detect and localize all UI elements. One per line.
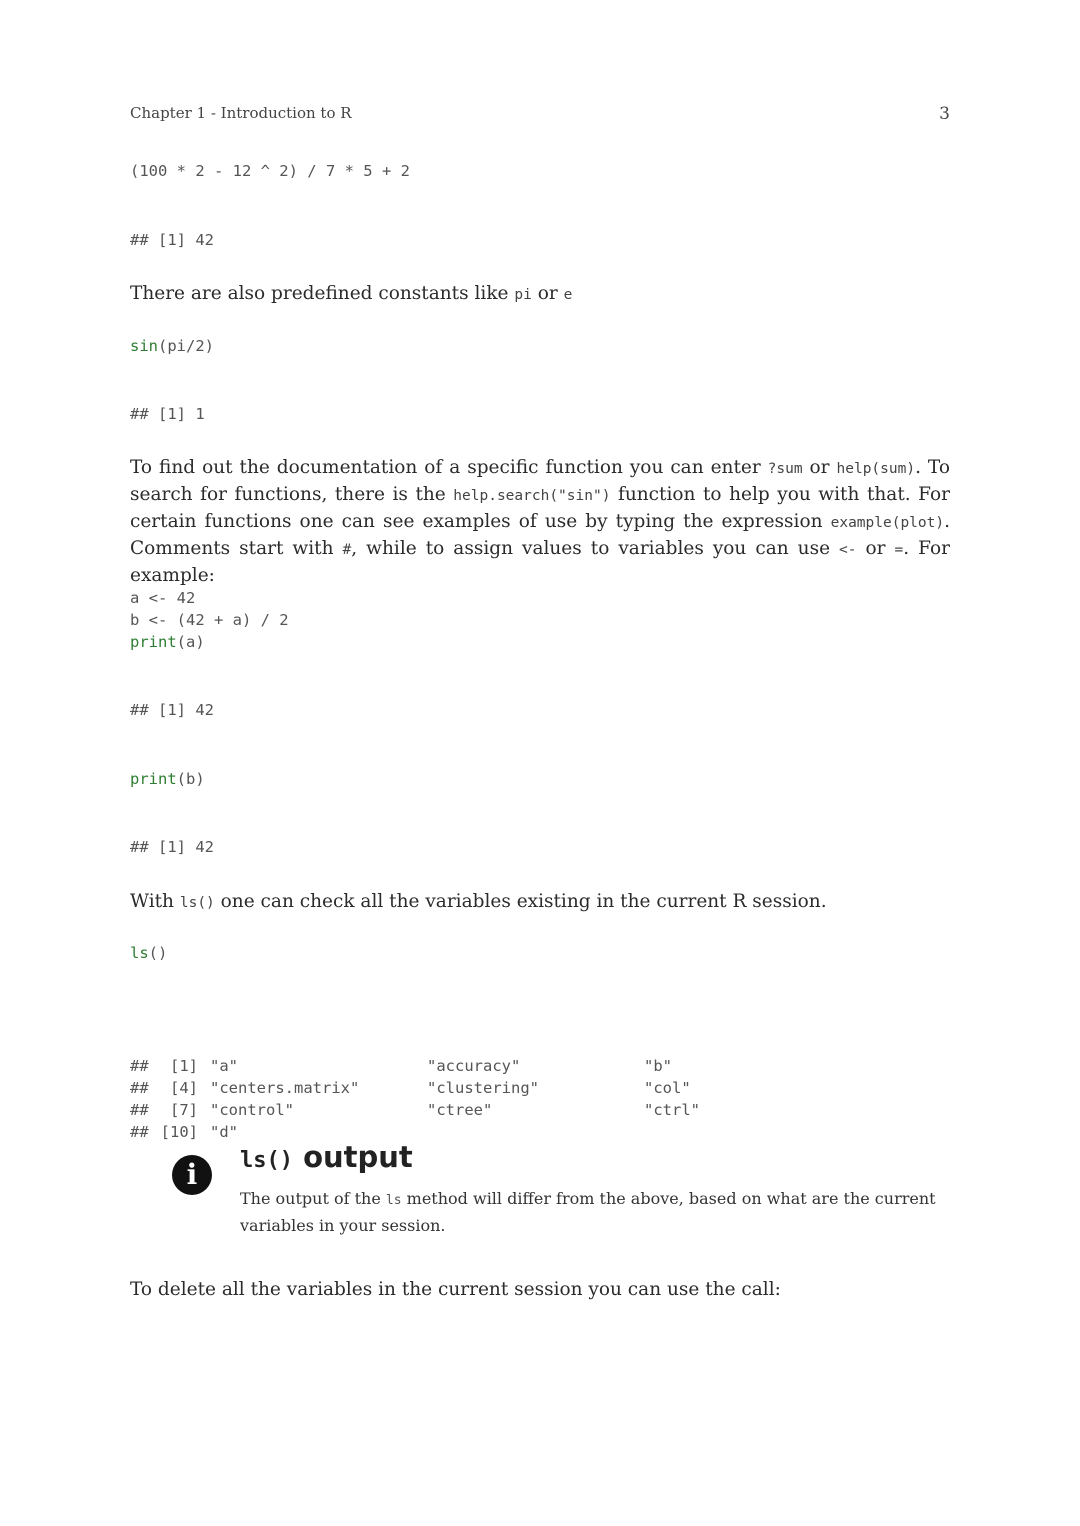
ls-output-cell: "d" — [210, 1123, 238, 1141]
ls-output-cell: "a" — [210, 1057, 238, 1075]
paragraph-text: . To search for functions, there is the — [130, 457, 950, 505]
ls-output-row — [130, 1077, 744, 1099]
inline-code: ls — [385, 1193, 402, 1208]
code-block-arithmetic — [130, 160, 410, 182]
paragraph-text: or — [809, 457, 830, 478]
code-line: a <- 42 — [130, 589, 196, 607]
paragraph-text: function to help you with that. For certain functions one can see examples of use by typing the expression — [130, 484, 950, 532]
info-text: method will differ from the above, based on what are the current variables in your session. — [240, 1189, 936, 1235]
paragraph-delete — [130, 1277, 950, 1303]
code-output-4 — [130, 836, 214, 858]
ls-output-cell: [1] — [170, 1057, 198, 1075]
paragraph-text: With — [130, 891, 174, 912]
chapter-title: Chapter 1 - Introduction to R — [130, 104, 352, 122]
ls-output-cell: "col" — [644, 1079, 691, 1097]
ls-output-cell: "centers.matrix" — [210, 1079, 360, 1097]
code-block-print-b — [130, 768, 205, 790]
output-line: ## [1] 42 — [130, 838, 214, 856]
function-name: print — [130, 633, 177, 651]
code-output-3 — [130, 699, 214, 721]
function-args: () — [148, 944, 168, 962]
ls-output-cell: [10] — [160, 1123, 198, 1141]
function-name: print — [130, 770, 177, 788]
info-box-title — [240, 1140, 413, 1174]
paragraph-text: one can check all the variables existing in the current R session. — [220, 891, 827, 912]
ls-output-cell: "ctrl" — [644, 1101, 700, 1119]
page-number: 3 — [939, 104, 950, 124]
paragraph-text: or — [865, 538, 886, 559]
ls-output-cell: [4] — [170, 1079, 198, 1097]
function-name: sin — [130, 337, 158, 355]
function-args: (a) — [176, 633, 205, 651]
info-title-code: ls() — [240, 1148, 293, 1173]
info-text: The output of the — [240, 1189, 381, 1208]
output-line: ## [1] 1 — [130, 405, 205, 423]
inline-code: help(sum) — [836, 461, 916, 477]
paragraph-ls — [130, 889, 950, 916]
page-header — [130, 104, 950, 128]
ls-output-cell: ## — [130, 1101, 149, 1119]
ls-output-table — [130, 1055, 744, 1143]
ls-output-cell: "control" — [210, 1101, 294, 1119]
ls-output-cell: ## — [130, 1123, 149, 1141]
inline-code: example(plot) — [830, 515, 945, 531]
code-output-1 — [130, 229, 214, 251]
paragraph-documentation — [130, 455, 950, 589]
ls-output-cell: "clustering" — [427, 1079, 539, 1097]
code-block-assign — [130, 587, 289, 653]
paragraph-text: or — [537, 283, 558, 304]
ls-output-row — [130, 1099, 744, 1121]
inline-code: = — [894, 542, 904, 558]
paragraph-text: , while to assign values to variables you can use — [351, 538, 831, 559]
inline-code: ls() — [179, 895, 215, 911]
output-line: ## [1] 42 — [130, 231, 214, 249]
ls-output-block — [130, 1011, 744, 1187]
ls-output-row — [130, 1121, 744, 1143]
info-icon: i — [172, 1155, 212, 1195]
ls-output-row — [130, 1055, 744, 1077]
inline-code: ?sum — [767, 461, 803, 477]
ls-output-cell — [644, 1121, 744, 1143]
function-name: ls — [130, 944, 149, 962]
code-line: (100 * 2 - 12 ^ 2) / 7 * 5 + 2 — [130, 162, 410, 180]
inline-code: # — [342, 542, 352, 558]
info-box-body — [240, 1186, 940, 1238]
info-title-text: output — [303, 1140, 413, 1174]
ls-output-cell: "accuracy" — [427, 1057, 521, 1075]
inline-code: <- — [839, 542, 857, 558]
ls-output-cell: "b" — [644, 1057, 672, 1075]
paragraph-constants — [130, 281, 950, 308]
code-line: b <- (42 + a) / 2 — [130, 611, 289, 629]
inline-code: e — [563, 287, 573, 303]
paragraph-text: . For example: — [130, 538, 950, 586]
ls-output-cell: ## — [130, 1079, 149, 1097]
ls-output-cell — [427, 1121, 644, 1143]
function-args: (b) — [176, 770, 205, 788]
ls-output-cell: [7] — [170, 1101, 198, 1119]
code-block-ls — [130, 942, 167, 964]
output-line: ## [1] 42 — [130, 701, 214, 719]
ls-output-cell: ## — [130, 1057, 149, 1075]
function-args: (pi/2) — [158, 337, 214, 355]
code-line — [130, 631, 289, 653]
paragraph-text: . Comments start with — [130, 511, 950, 559]
paragraph-text: To delete all the variables in the current session you can use the call: — [130, 1279, 781, 1300]
inline-code: pi — [514, 287, 532, 303]
ls-output-cell: "ctree" — [427, 1101, 493, 1119]
code-output-2 — [130, 403, 205, 425]
inline-code: help.search("sin") — [453, 488, 611, 504]
paragraph-text: There are also predefined constants like — [130, 283, 509, 304]
code-block-sin — [130, 335, 214, 357]
paragraph-text: To find out the documentation of a specific function you can enter — [130, 457, 761, 478]
